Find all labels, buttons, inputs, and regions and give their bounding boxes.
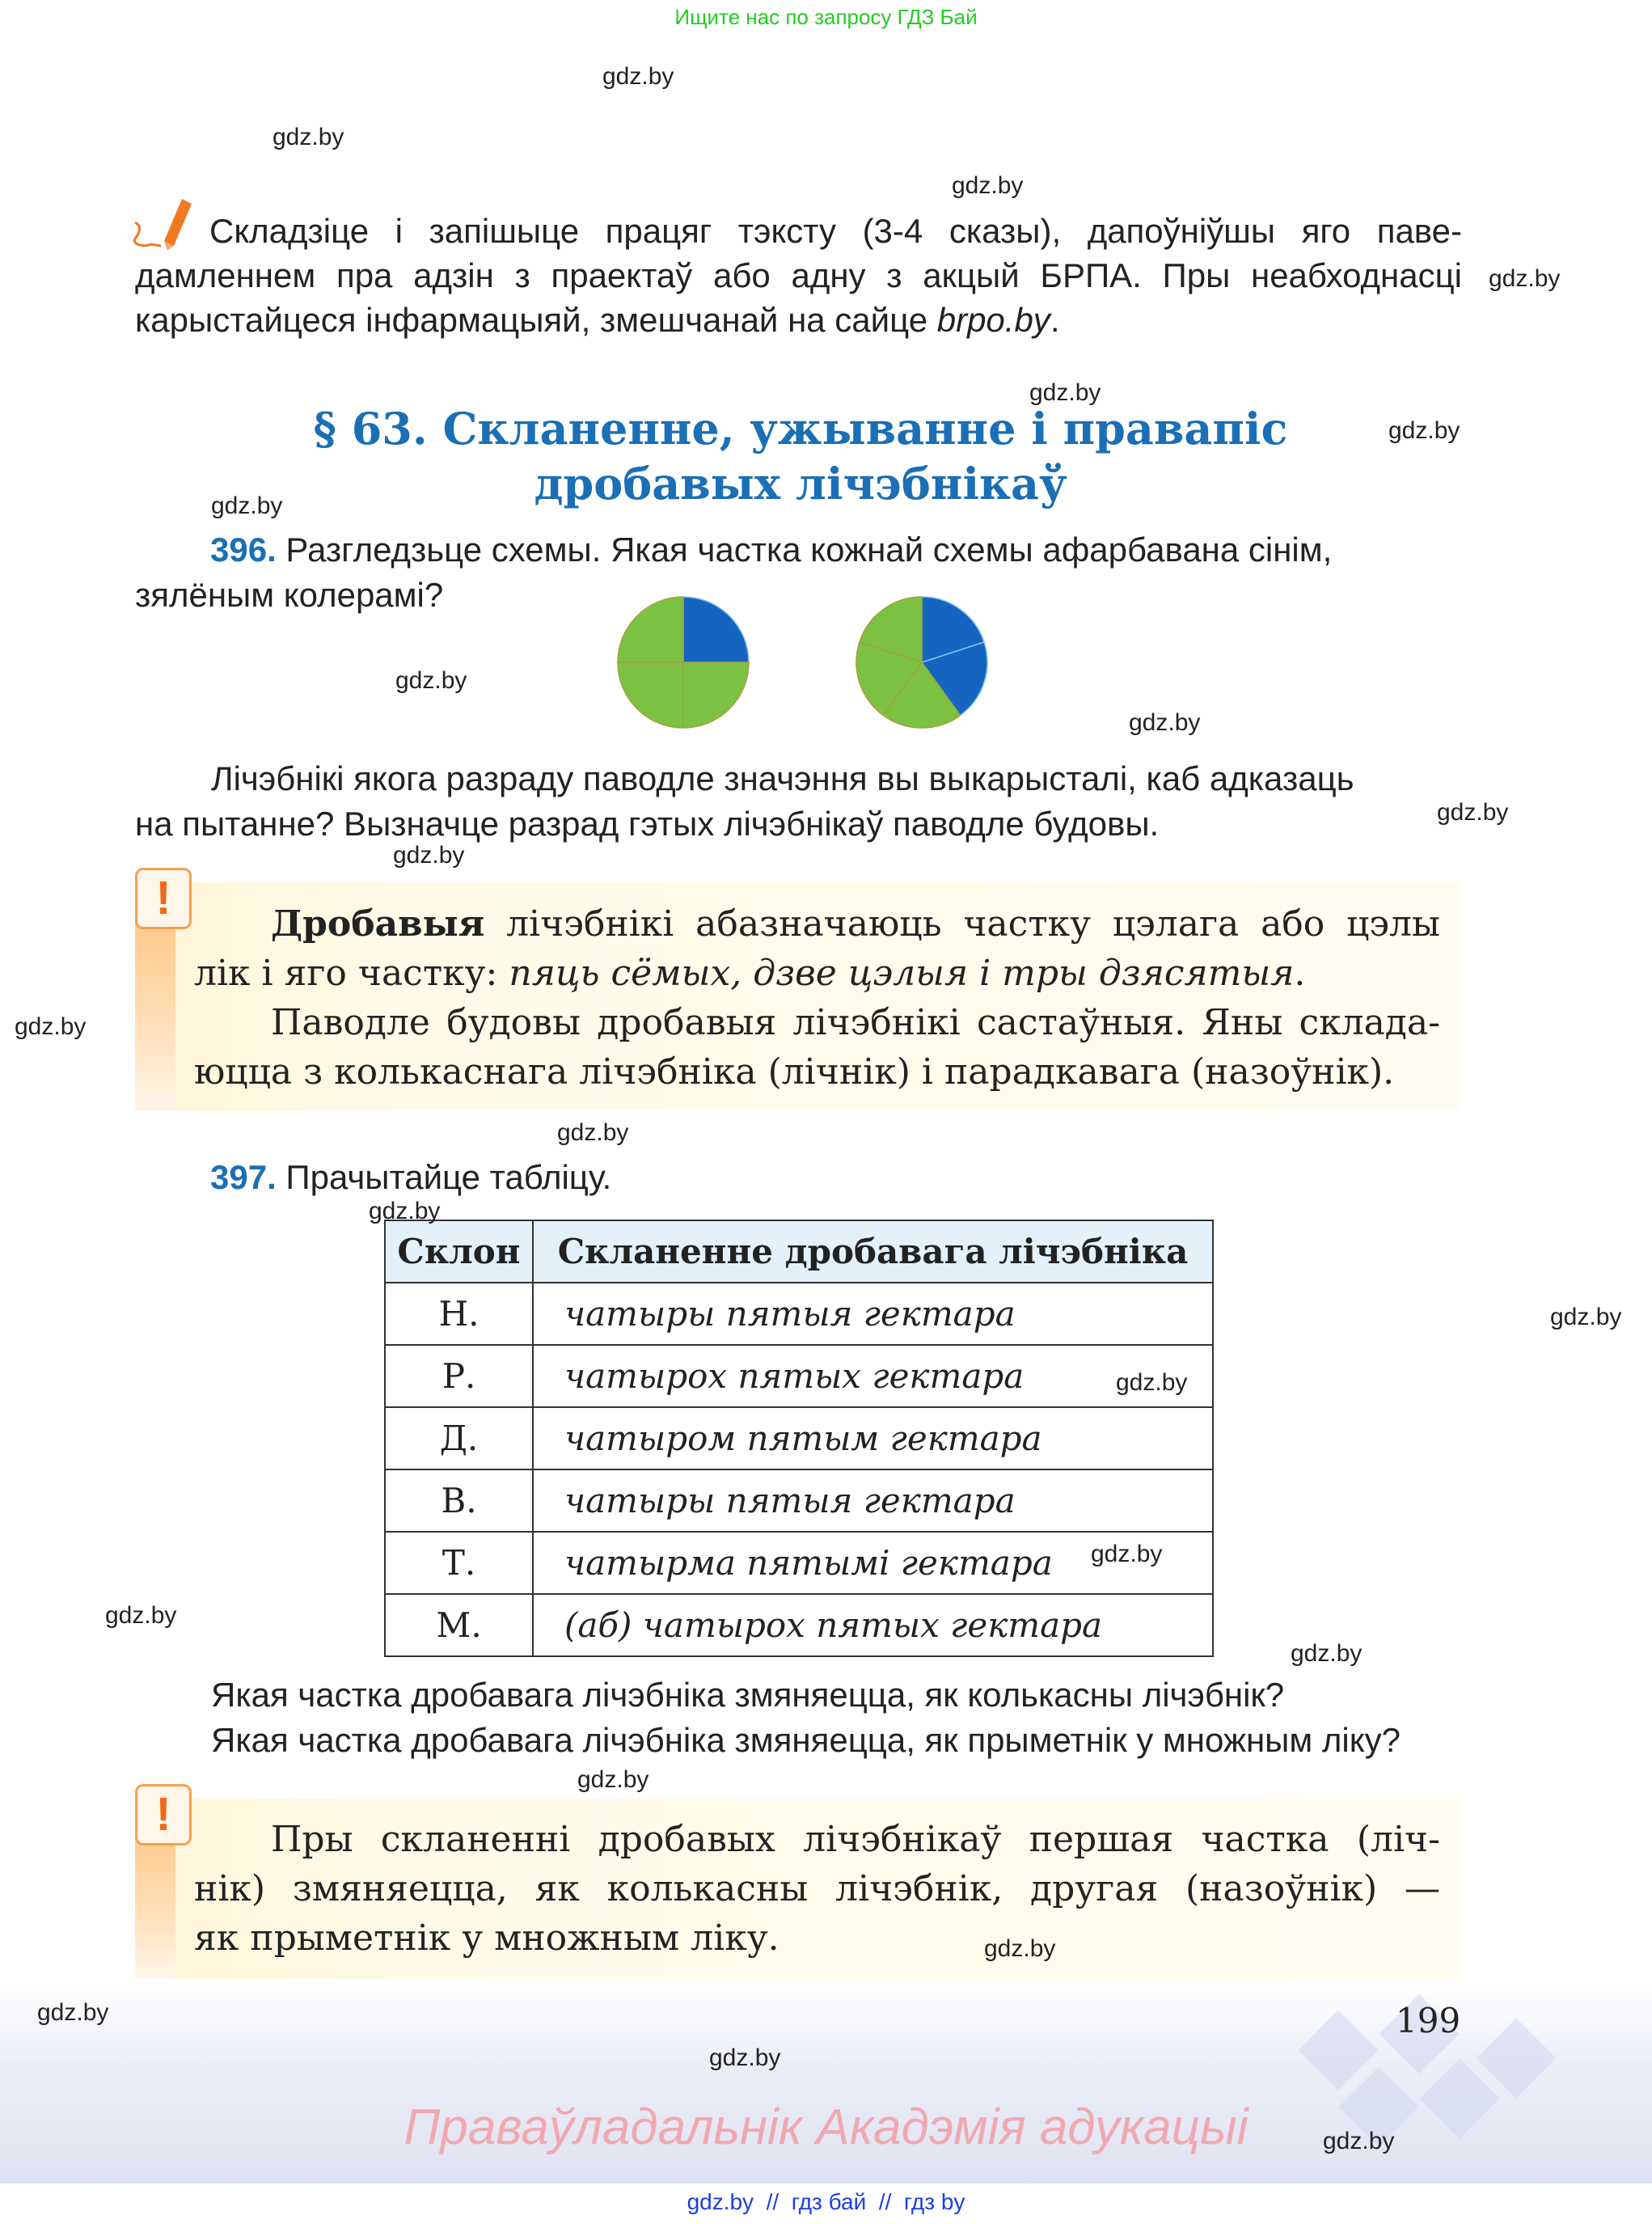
text-line: нік) змяняецца, як колькасны лічэбнік, другая (назоўнік) — xyxy=(194,1868,1440,1909)
page-number: 199 xyxy=(1396,2001,1461,2040)
text-line: дамленнем пра адзін з праектаў або адну з акцый БРПА. Пры неабходнасці xyxy=(135,256,1462,294)
watermark: gdz.by xyxy=(557,1119,629,1146)
rule-box xyxy=(135,872,1460,1110)
case-cell: Т. xyxy=(385,1532,533,1594)
text: лічэбнікі абазначаюць частку цэлага або цэлы xyxy=(484,903,1440,945)
watermark: gdz.by xyxy=(709,2044,781,2071)
text-line xyxy=(135,298,1462,342)
title-line: § 63. Скланенне, ужыванне і правапіс xyxy=(313,403,1288,455)
term: Дробавыя xyxy=(271,903,485,945)
example: пяць сёмых, дзве цэлыя і тры дзясятыя xyxy=(509,953,1295,994)
text-line: Складзіце і запішыце працяг тэксту (3-4 сказы), дапоўніўшы яго паве- xyxy=(209,212,1462,250)
table-row xyxy=(385,1407,1213,1469)
exercise-number: 396. xyxy=(210,531,277,569)
watermark: gdz.by xyxy=(273,124,344,150)
watermark: gdz.by xyxy=(395,667,467,694)
watermark: gdz.by xyxy=(1437,799,1509,826)
watermark: gdz.by xyxy=(1489,265,1561,292)
table-row xyxy=(385,1532,1213,1594)
watermark: gdz.by xyxy=(1116,1369,1188,1396)
case-cell: М. xyxy=(385,1594,533,1656)
watermark: gdz.by xyxy=(984,1935,1056,1962)
watermark: gdz.by xyxy=(1091,1541,1163,1567)
watermark: gdz.by xyxy=(602,63,674,90)
declension-cell: (аб) чатырох пятых гектара xyxy=(533,1594,1213,1656)
exercise-397 xyxy=(210,1155,611,1200)
watermark: gdz.by xyxy=(393,842,465,869)
pie-slice-blue xyxy=(683,597,749,662)
text-line xyxy=(194,949,1440,998)
declension-table xyxy=(384,1220,1214,1657)
exercise-number: 397. xyxy=(210,1158,277,1196)
pie-slice-green xyxy=(618,597,683,662)
question: Якая частка дробавага лічэбніка змяняецца, як прыметнік у множным ліку? xyxy=(211,1721,1401,1759)
declension-cell: чатыры пятыя гектара xyxy=(533,1283,1213,1345)
table-header xyxy=(385,1220,1213,1283)
text: зялёным колерамі? xyxy=(135,576,444,614)
declension-cell: чатыры пятыя гектара xyxy=(533,1469,1213,1532)
pie-charts xyxy=(598,582,1003,744)
text-line xyxy=(194,899,1440,949)
watermark: gdz.by xyxy=(1029,379,1101,406)
watermark: gdz.by xyxy=(15,1013,87,1040)
watermark: gdz.by xyxy=(577,1766,649,1793)
case-cell: Н. xyxy=(385,1283,533,1345)
text: Лічэбнікі якога разраду паводле значэння вы выкарысталі, каб адказаць xyxy=(211,759,1354,797)
watermark: gdz.by xyxy=(105,1602,177,1629)
site-link[interactable]: brpo.by xyxy=(936,301,1050,339)
case-cell: Р. xyxy=(385,1345,533,1407)
watermark: gdz.by xyxy=(211,493,283,519)
table-row xyxy=(385,1345,1213,1407)
text-line: юцца з колькаснага лічэбніка (лічнік) і парадкавага (назоўнік). xyxy=(194,1051,1395,1093)
table-row xyxy=(385,1283,1213,1345)
task-paragraph xyxy=(135,209,1462,342)
header-case: Склон xyxy=(385,1220,533,1283)
question: Якая частка дробавага лічэбніка змяняецца, як колькасны лічэбнік? xyxy=(211,1676,1285,1714)
watermark: gdz.by xyxy=(1388,417,1460,444)
text: Прачытайце табліцу. xyxy=(276,1158,612,1196)
watermark: gdz.by xyxy=(369,1198,441,1224)
questions-397 xyxy=(211,1672,1401,1763)
rule-box xyxy=(135,1788,1460,1979)
text: . xyxy=(1050,301,1060,339)
declension-cell: чатырох пятых гектара xyxy=(533,1345,1213,1407)
text-line: як прыметнік у множным ліку. xyxy=(194,1917,780,1959)
text-line: Пры скланенні дробавых лічэбнікаў першая частка (ліч- xyxy=(271,1819,1440,1860)
header-declension: Скланенне дробавага лічэбніка xyxy=(533,1220,1213,1283)
pie-slice-green xyxy=(618,662,683,728)
case-cell: Д. xyxy=(385,1407,533,1469)
table-row xyxy=(385,1469,1213,1532)
watermark: gdz.by xyxy=(37,1999,109,2026)
watermark: gdz.by xyxy=(1129,709,1201,736)
bottom-links[interactable]: gdz.by // гдз бай // гдз by xyxy=(687,2189,965,2214)
watermark: gdz.by xyxy=(1291,1640,1363,1667)
copyright-notice: Праваўладальнік Акадэмія адукацыі xyxy=(403,2099,1249,2155)
declension-cell: чатырма пятымі гектара xyxy=(533,1532,1213,1594)
pie-slice-green xyxy=(683,662,749,728)
section-title xyxy=(243,401,1358,511)
title-line: дробавых лічэбнікаў xyxy=(534,458,1067,509)
table-row xyxy=(385,1594,1213,1656)
declension-cell: чатыром пятым гектара xyxy=(533,1407,1213,1469)
watermark: gdz.by xyxy=(1323,2128,1395,2154)
watermark: gdz.by xyxy=(952,172,1024,199)
exclamation-icon: ! xyxy=(135,1784,192,1846)
text-line: Паводле будовы дробавыя лічэбнікі састаўныя. Яны склада- xyxy=(271,1002,1440,1043)
exclamation-icon: ! xyxy=(135,868,192,929)
watermark: gdz.by xyxy=(1550,1304,1622,1330)
text: на пытанне? Вызначце разрад гэтых лічэбнікаў паводле будовы. xyxy=(135,805,1160,843)
case-cell: В. xyxy=(385,1469,533,1532)
text: . xyxy=(1294,953,1306,994)
search-banner[interactable]: Ищите нас по запросу ГДЗ Бай xyxy=(674,5,978,29)
text: Разгледзьце схемы. Якая частка кожнай схемы афарбавана сінім, xyxy=(276,531,1333,569)
text: карыстайцеся інфармацыяй, змешчанай на сайце xyxy=(135,301,937,339)
text: лік і яго частку: xyxy=(194,953,509,994)
question-396 xyxy=(135,756,1462,847)
